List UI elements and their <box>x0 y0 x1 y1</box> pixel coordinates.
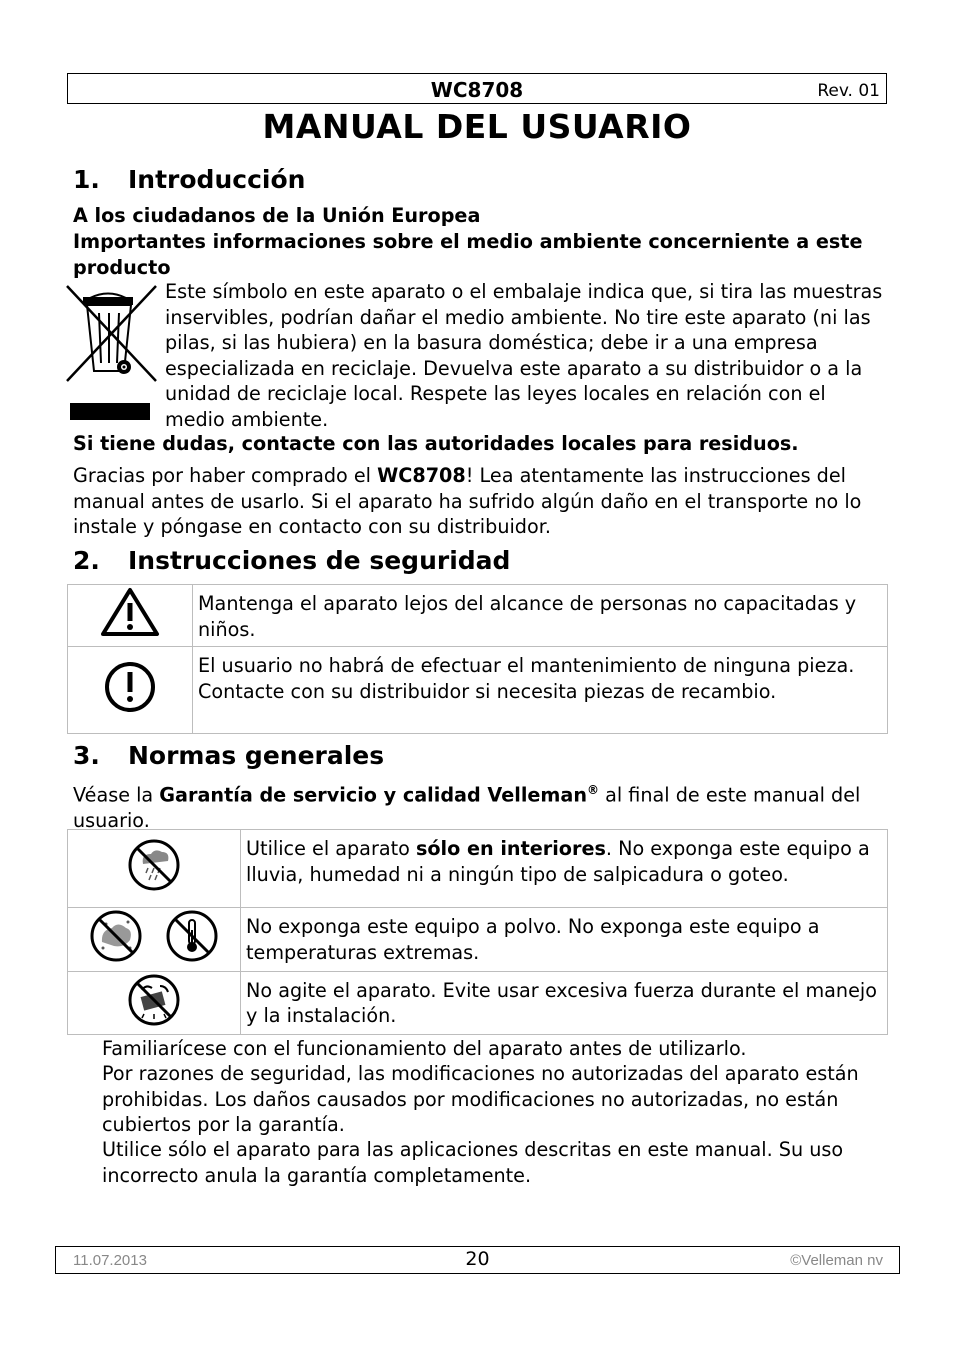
warning-triangle-icon <box>99 586 161 638</box>
warranty-reference: Véase la Garantía de servicio y calidad Velleman® al final de este manual del usuario. <box>73 783 861 832</box>
no-shaking-icon <box>126 972 182 1028</box>
table-cell-icon <box>68 585 193 647</box>
section-heading-introduccion <box>73 165 305 194</box>
section-title: Normas generales <box>128 741 385 770</box>
document-footer <box>55 1246 900 1274</box>
section-number: 2. <box>73 546 100 575</box>
table-row <box>68 585 888 647</box>
eu-citizens-heading: A los ciudadanos de la Unión Europea <box>73 204 481 227</box>
weee-paragraph: Este símbolo en este aparato o el embalaje indica que, si tira las muestras inservibles, podrían dañar el medio ambiente. No tire este aparato (ni las pilas, si las hubiera) en la basura doméstica; debe ir a una empresa especializada en reciclaje. Devuelva este aparato a su distribuidor o a la unidad de reciclaje local. Respete las leyes locales en relación con el medio ambiente. <box>165 280 883 431</box>
section-title: Introducción <box>128 165 306 194</box>
footer-date: 11.07.2013 <box>73 1252 147 1269</box>
section-number: 1. <box>73 165 100 194</box>
table-cell-icon <box>68 908 241 972</box>
model-number: WC8708 <box>430 78 524 102</box>
general-rules-table <box>67 829 888 1035</box>
table-cell-icon <box>68 647 193 734</box>
document-header <box>67 73 887 104</box>
no-dust-icon <box>88 908 144 964</box>
table-cell-icon <box>68 971 241 1035</box>
table-row <box>68 971 888 1035</box>
section-title: Instrucciones de seguridad <box>128 546 511 575</box>
table-cell-text: El usuario no habrá de efectuar el mantenimiento de ninguna pieza. Contacte con su distribuidor si necesita piezas de recambio. <box>193 647 888 734</box>
exclamation-circle-icon <box>103 660 157 714</box>
table-cell-text: Mantenga el aparato lejos del alcance de personas no capacitadas y niños. <box>193 585 888 647</box>
table-cell-text: Utilice el aparato sólo en interiores. No exponga este equipo a lluvia, humedad ni a ningún tipo de salpicadura o goteo. <box>241 830 888 908</box>
environment-heading: Importantes informaciones sobre el medio ambiente concerniente a este producto <box>73 230 863 279</box>
section-heading-seguridad <box>73 546 510 575</box>
usage-paragraph: Utilice sólo el aparato para las aplicaciones descritas en este manual. Su uso incorrecto anula la garantía completamente. <box>102 1138 844 1187</box>
page-number: 20 <box>465 1248 490 1270</box>
safety-table <box>67 584 888 734</box>
table-cell-text: No exponga este equipo a polvo. No exponga este equipo a temperaturas extremas. <box>241 908 888 972</box>
table-row <box>68 908 888 972</box>
thanks-paragraph: Gracias por haber comprado el WC8708! Lea atentamente las instrucciones del manual antes de usarlo. Si el aparato ha sufrido algún daño en el transporte no lo instale y póngase en contacto con su distribuidor. <box>73 464 862 538</box>
modifications-paragraph: Por razones de seguridad, las modificaciones no autorizadas del aparato están prohibidas. Los daños causados por modificaciones no autorizadas, no están cubiertos por la garantía. <box>102 1062 859 1136</box>
table-cell-icon <box>68 830 241 908</box>
footer-copyright: ©Velleman nv <box>790 1252 883 1269</box>
no-rain-icon <box>126 837 182 893</box>
table-cell-text: No agite el aparato. Evite usar excesiva fuerza durante el manejo y la instalación. <box>241 971 888 1035</box>
familiarize-paragraph: Familiarícese con el funcionamiento del aparato antes de utilizarlo. <box>102 1037 747 1060</box>
section-number: 3. <box>73 741 100 770</box>
page-title: MANUAL DEL USUARIO <box>262 107 692 146</box>
section-heading-normas <box>73 741 384 770</box>
table-row <box>68 647 888 734</box>
doubts-notice: Si tiene dudas, contacte con las autoridades locales para residuos. <box>73 432 799 455</box>
revision-label: Rev. 01 <box>817 81 880 101</box>
weee-bin-icon <box>64 283 160 423</box>
model-name: WC8708 <box>377 464 466 487</box>
table-row <box>68 830 888 908</box>
no-extreme-temperature-icon <box>164 908 220 964</box>
